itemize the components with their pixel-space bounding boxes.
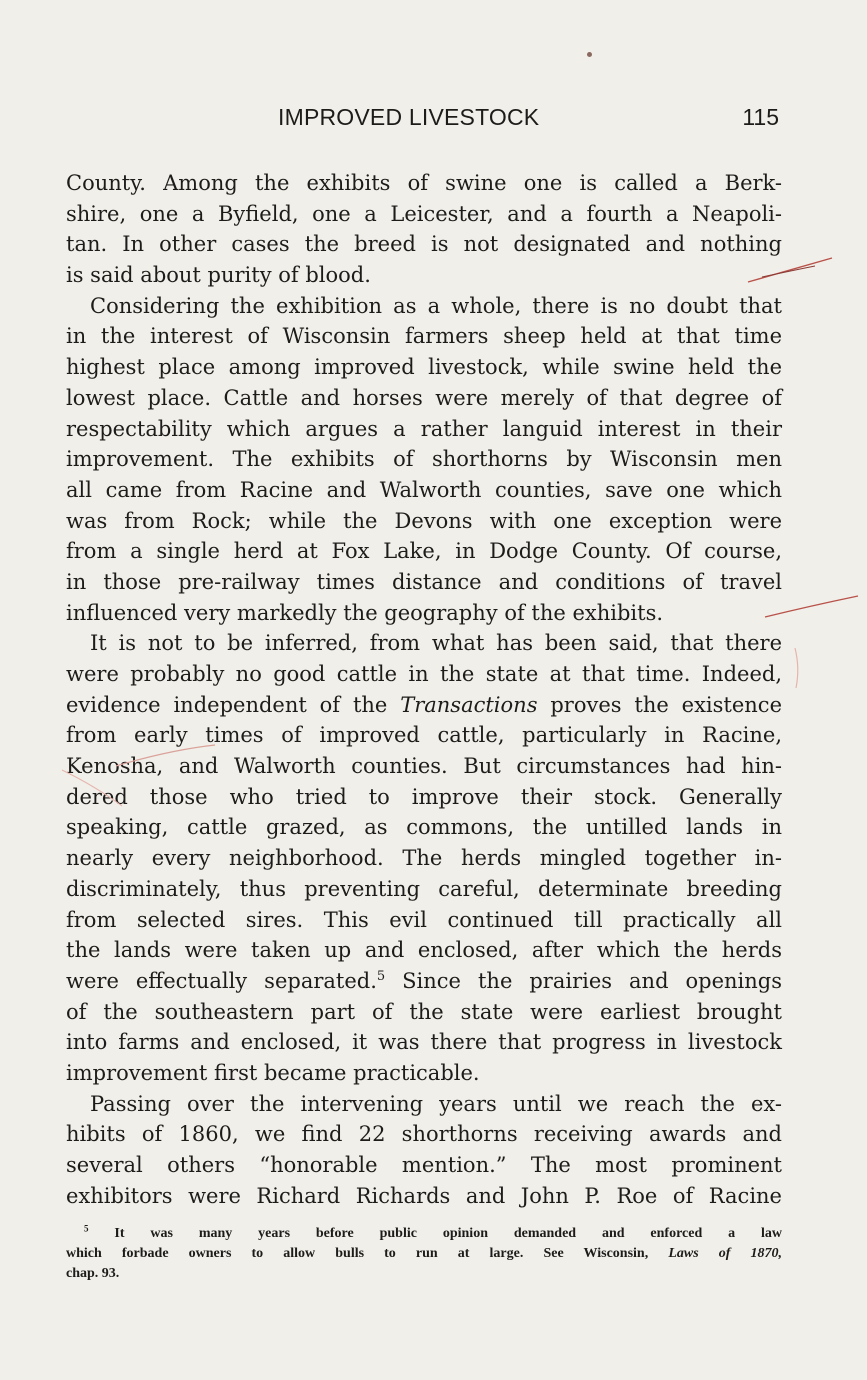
text-line: respectability which argues a rather languid interest in their	[66, 416, 782, 441]
ink-speck	[587, 52, 592, 57]
text-segment: Since the prairies and openings	[402, 968, 783, 993]
footnote	[66, 1224, 782, 1284]
text-segment: proves the existence	[550, 692, 782, 717]
text-line: is said about purity of blood.	[66, 263, 371, 288]
text-line: all came from Racine and Walworth counties, save one which	[66, 477, 782, 502]
text-line: Kenosha, and Walworth counties. But circumstances had hin-	[66, 754, 782, 779]
text-line: dered those who tried to improve their stock. Generally	[66, 784, 782, 809]
text-line: improvement. The exhibits of shorthorns by Wisconsin men	[66, 447, 782, 472]
body-text	[66, 168, 782, 1211]
paragraph-start-line: It is not to be inferred, from what has been said, that there	[90, 631, 782, 656]
text-line: influenced very markedly the geography of the exhibits.	[66, 600, 664, 625]
text-line: in the interest of Wisconsin farmers sheep held at that time	[66, 324, 782, 349]
text-line: was from Rock; while the Devons with one exception were	[66, 508, 782, 533]
text-line: the lands were taken up and enclosed, after which the herds	[66, 938, 782, 963]
page-number: 115	[742, 104, 779, 130]
paragraph-start-line: Considering the exhibition as a whole, there is no doubt that	[90, 293, 782, 318]
footnote-line: chap. 93.	[66, 1266, 120, 1281]
text-line: were probably no good cattle in the state at that time. Indeed,	[66, 662, 782, 686]
footnote-italic: Laws of 1870,	[668, 1246, 783, 1261]
pencil-mark-3	[795, 648, 798, 688]
footnote-reference: 5	[376, 968, 386, 984]
text-line: improvement first became practicable.	[66, 1060, 480, 1085]
paragraph-start-line: Passing over the intervening years until we reach the ex-	[90, 1091, 782, 1116]
footnote-line	[66, 1244, 782, 1264]
page-header	[0, 100, 867, 134]
text-line: from a single herd at Fox Lake, in Dodge County. Of course,	[66, 539, 782, 564]
text-line: of the southeastern part of the state were earliest brought	[66, 999, 782, 1024]
running-title: IMPROVED LIVESTOCK	[278, 104, 540, 130]
text-line: lowest place. Cattle and horses were merely of that degree of	[66, 385, 782, 410]
footnote-text: It was many years before public opinion demanded and enforced a law	[114, 1226, 783, 1241]
text-line: from selected sires. This evil continued till practically all	[66, 907, 782, 932]
text-line: hibits of 1860, we find 22 shorthorns receiving awards and	[66, 1122, 782, 1147]
text-line: tan. In other cases the breed is not designated and nothing	[66, 232, 782, 257]
text-line: speaking, cattle grazed, as commons, the untilled lands in	[66, 815, 782, 840]
text-segment: evidence independent of the	[66, 692, 388, 717]
text-line: from early times of improved cattle, particularly in Racine,	[66, 723, 782, 748]
text-line: several others “honorable mention.” The most prominent	[66, 1153, 782, 1177]
text-line: in those pre-railway times distance and conditions of travel	[66, 569, 782, 594]
text-line-with-footnote-ref	[66, 966, 782, 997]
text-line: discriminately, thus preventing careful, determinate breeding	[66, 876, 782, 901]
text-line: highest place among improved livestock, while swine held the	[66, 355, 782, 380]
italic-title-transactions: Transactions	[400, 692, 538, 717]
text-line: County. Among the exhibits of swine one is called a Berk-	[66, 171, 782, 195]
text-line: shire, one a Byfield, one a Leicester, and a fourth a Neapoli-	[66, 201, 782, 226]
text-line: nearly every neighborhood. The herds mingled together in-	[66, 846, 782, 871]
footnote-text: which forbade owners to allow bulls to run at large. See Wisconsin,	[66, 1246, 649, 1261]
text-line: exhibitors were Richard Richards and John P. Roe of Racine	[66, 1183, 782, 1208]
text-line-with-italic	[66, 690, 782, 721]
footnote-line	[66, 1224, 782, 1244]
text-line: into farms and enclosed, it was there that progress in livestock	[66, 1030, 782, 1055]
footnote-marker: 5	[84, 1223, 89, 1234]
text-segment: were effectually separated.	[66, 968, 377, 993]
